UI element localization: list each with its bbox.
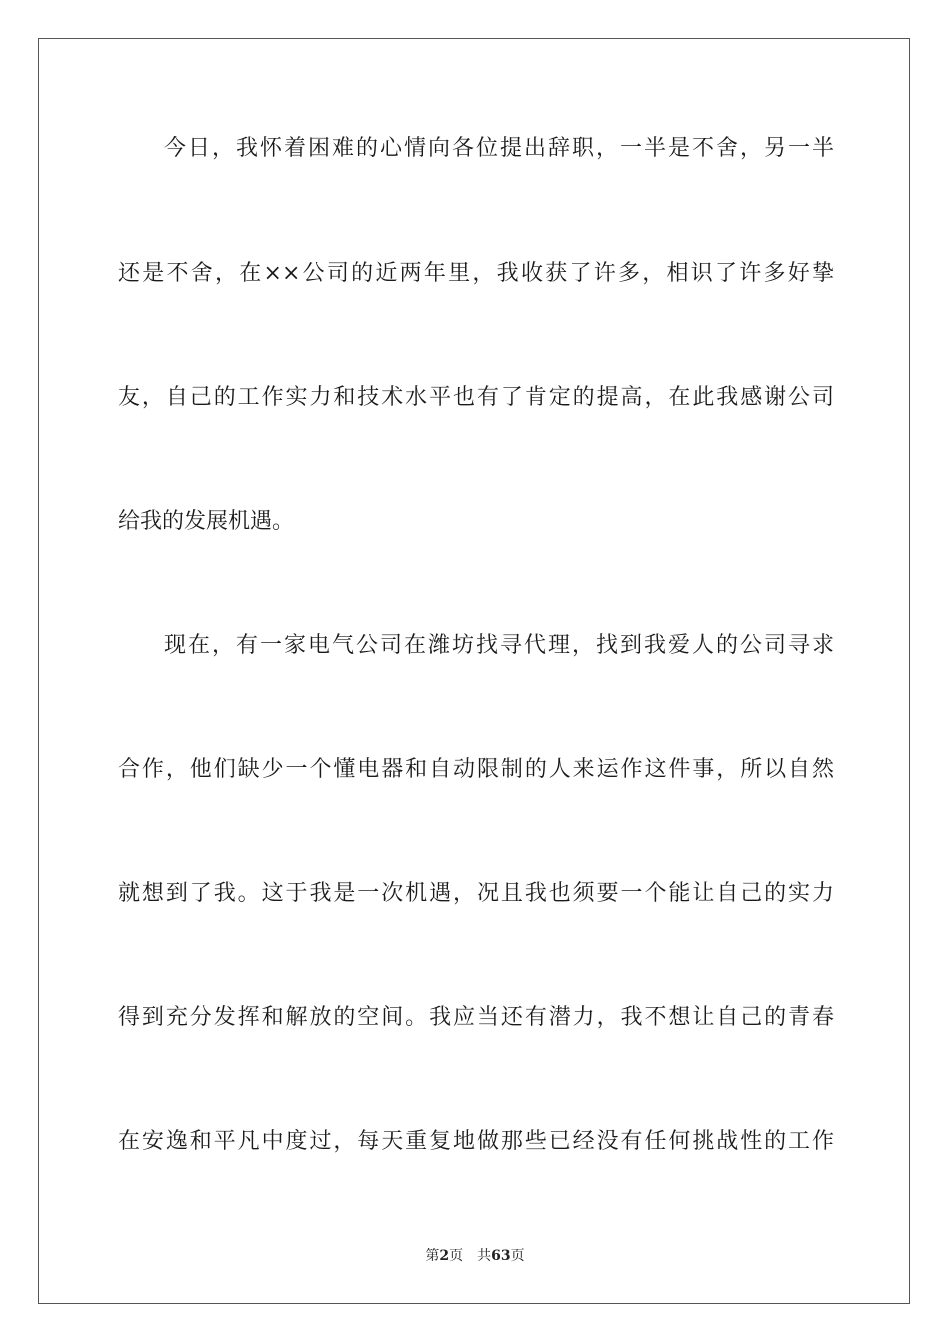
page-border bbox=[38, 38, 910, 1304]
paragraph-1-line-2: 还是不舍，在××公司的近两年里，我收获了许多，相识了许多好挚 bbox=[118, 261, 834, 286]
paragraph-1-line-3: 友，自己的工作实力和技术水平也有了肯定的提高，在此我感谢公司 bbox=[118, 385, 834, 410]
total-prefix: 共 bbox=[477, 1248, 492, 1264]
paragraph-2-line-2: 合作，他们缺少一个懂电器和自动限制的人来运作这件事，所以自然 bbox=[118, 757, 834, 782]
page-prefix: 第 bbox=[425, 1248, 440, 1264]
paragraph-1-line-1: 今日，我怀着困难的心情向各位提出辞职，一半是不舍，另一半 bbox=[164, 136, 834, 161]
paragraph-2-line-3: 就想到了我。这于我是一次机遇，况且我也须要一个能让自己的实力 bbox=[118, 881, 834, 906]
page-number: 2 bbox=[439, 1248, 450, 1264]
total-pages: 63 bbox=[491, 1248, 511, 1264]
paragraph-1-line-4: 给我的发展机遇。 bbox=[118, 509, 295, 534]
page-footer bbox=[0, 1246, 950, 1266]
page-suffix: 页 bbox=[449, 1248, 464, 1264]
paragraph-2-line-1: 现在，有一家电气公司在潍坊找寻代理，找到我爱人的公司寻求 bbox=[164, 633, 834, 658]
total-suffix: 页 bbox=[510, 1248, 525, 1264]
paragraph-2-line-4: 得到充分发挥和解放的空间。我应当还有潜力，我不想让自己的青春 bbox=[118, 1005, 834, 1030]
paragraph-2-line-5: 在安逸和平凡中度过，每天重复地做那些已经没有任何挑战性的工作 bbox=[118, 1129, 834, 1154]
